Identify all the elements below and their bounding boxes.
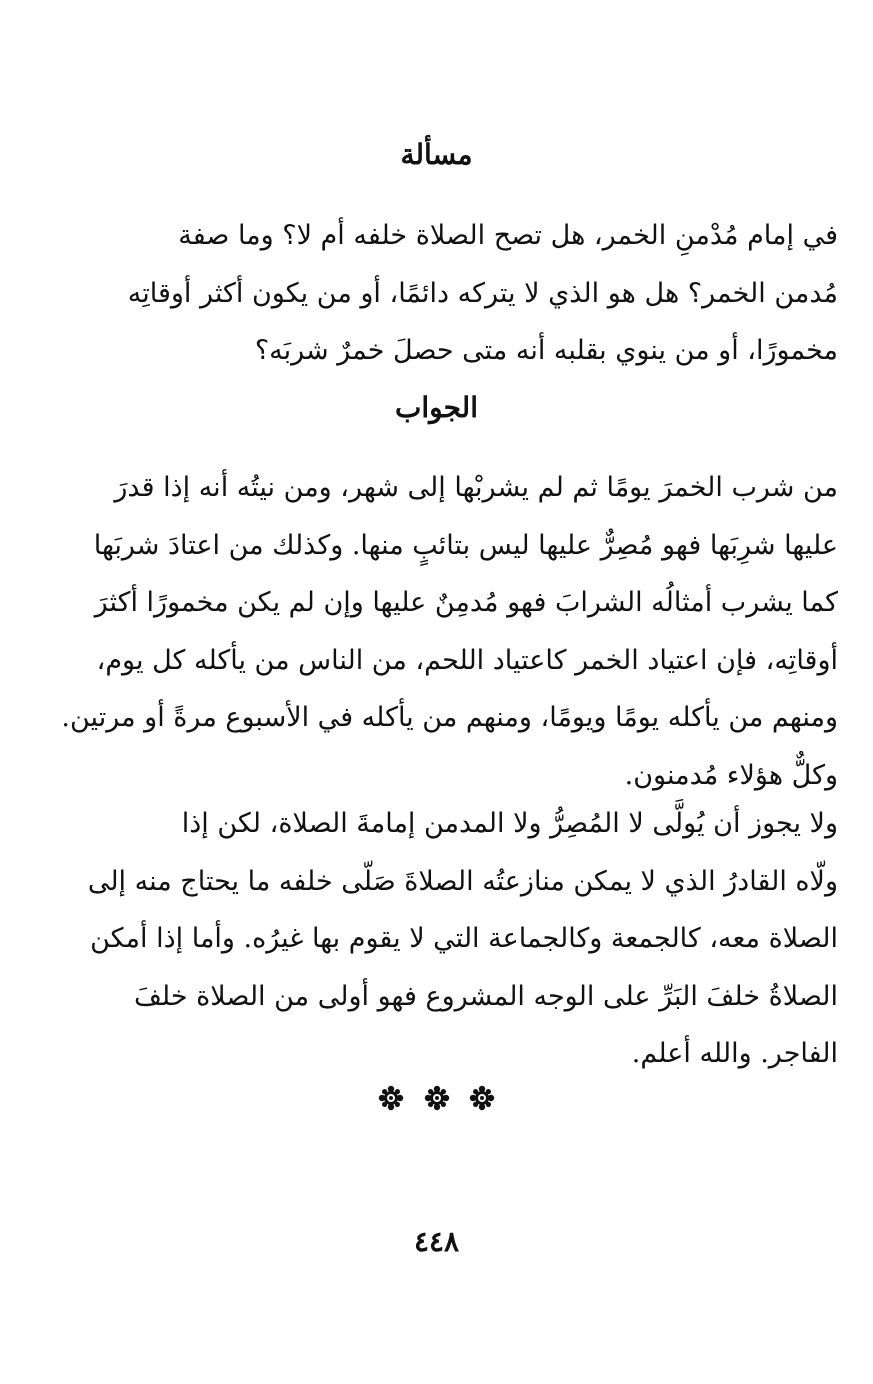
- question-heading: مسألة: [400, 138, 473, 171]
- page-number: ٤٤٨: [413, 1225, 460, 1258]
- text-line: وكلٌّ هؤلاء مُدمنون.: [624, 759, 838, 791]
- text-line: كما يشرب أمثالُه الشرابَ فهو مُدمِنٌ عليها وإن لم يكن مخمورًا أكثرَ: [94, 587, 838, 618]
- text-line: الصلاةُ خلفَ البَرِّ على الوجه المشروع فهو أولى من الصلاة خلفَ: [133, 980, 838, 1012]
- text-line: من شرب الخمرَ يومًا ثم لم يشربْها إلى شهر، ومن نيتُه أنه إذا قدرَ: [114, 472, 838, 503]
- flower-ornament-icon: [378, 1085, 404, 1111]
- section-separator: [0, 1085, 873, 1111]
- flower-ornament-icon: [469, 1085, 495, 1111]
- text-line: ومنهم من يأكله يومًا ويومًا، ومنهم من يأكله في الأسبوع مرةً أو مرتين.: [61, 702, 838, 733]
- text-line: مُدمن الخمر؟ هل هو الذي لا يتركه دائمًا، أو من يكون أكثر أوقاتِه: [127, 277, 838, 309]
- text-line: ولا يجوز أن يُولَّى لا المُصِرُّ ولا المدمن إمامةَ الصلاة، لكن إذا: [181, 808, 838, 839]
- text-line: أوقاتِه، فإن اعتياد الخمر كاعتياد اللحم، من الناس من يأكله كل يوم،: [96, 644, 838, 676]
- question-paragraph: [38, 207, 838, 380]
- text-line: مخمورًا، أو من ينوي بقلبه أنه متى حصلَ خمرٌ شربَه؟: [254, 335, 838, 366]
- answer-paragraph: [38, 795, 838, 1083]
- text-line: الصلاة معه، كالجمعة وكالجماعة التي لا يقوم بها غيرُه. وأما إذا أمكن: [90, 923, 838, 954]
- answer-paragraph: [38, 459, 838, 804]
- text-line: ولّاه القادرُ الذي لا يمكن منازعتُه الصلاةَ صَلّى خلفه ما يحتاج منه إلى: [87, 865, 838, 897]
- text-line: الفاجر. والله أعلم.: [631, 1038, 838, 1069]
- text-line: عليها شرِبَها فهو مُصِرٌّ عليها ليس بتائبٍ منها. وكذلك من اعتادَ شربَها: [93, 529, 838, 561]
- flower-ornament-icon: [424, 1085, 450, 1111]
- answer-heading: الجواب: [395, 391, 478, 424]
- text-line: في إمام مُدْمنِ الخمر، هل تصح الصلاة خلفه أم لا؟ وما صفة: [178, 220, 838, 251]
